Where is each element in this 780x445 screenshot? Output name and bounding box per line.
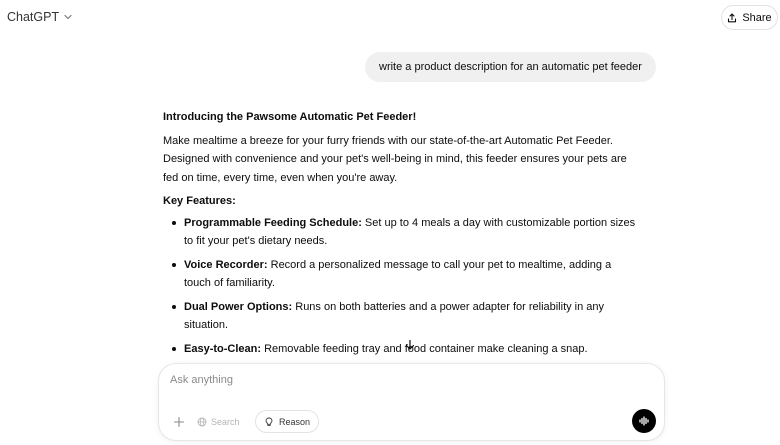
model-name: ChatGPT [7, 10, 60, 24]
arrow-down-icon [404, 339, 416, 351]
share-label: Share [742, 11, 772, 24]
share-button[interactable] [721, 5, 778, 30]
feature-item [171, 256, 638, 293]
globe-icon [197, 417, 207, 427]
feature-text: Record a personalized message to call your pet to mealtime, adding a touch of familiarity. [184, 258, 612, 289]
feature-item [171, 298, 638, 335]
feature-item [171, 214, 638, 251]
model-selector[interactable] [7, 10, 73, 24]
reason-button[interactable] [255, 410, 319, 433]
response-heading: Introducing the Pawsome Automatic Pet Feeder! [163, 111, 417, 123]
feature-name: Easy-to-Clean: [184, 342, 262, 355]
chevron-down-icon [63, 12, 73, 22]
search-label: Search [211, 417, 240, 427]
assistant-response [163, 108, 638, 387]
user-message: write a product description for an automatic pet feeder [365, 52, 656, 82]
plus-icon [173, 416, 185, 428]
feature-name: Programmable Feeding Schedule: [184, 216, 362, 229]
feature-name: Voice Recorder: [184, 258, 268, 271]
scroll-to-bottom-button[interactable] [402, 337, 418, 353]
key-features-label: Key Features: [163, 195, 236, 207]
feature-text: Set up to 4 meals a day with customizable portion sizes to fit your pet's dietary needs. [184, 216, 636, 247]
search-button[interactable] [197, 412, 240, 432]
attach-button[interactable] [169, 412, 189, 432]
reason-label: Reason [279, 416, 311, 427]
voice-waveform-icon [638, 415, 650, 427]
feature-name: Dual Power Options: [184, 300, 293, 313]
top-bar [0, 0, 780, 36]
feature-text: Runs on both batteries and a power adapter for reliability in any situation. [184, 300, 605, 331]
voice-mode-button[interactable] [632, 409, 656, 433]
response-intro: Make mealtime a breeze for your furry friends with our state-of-the-art Automatic Pet Feeder. Designed with convenience and your pet's well-being in mind, this feeder ensures your pets are fed on time, every time, even when you're away. [163, 134, 627, 184]
share-icon [727, 13, 737, 23]
prompt-input[interactable] [170, 374, 630, 386]
feature-text: Removable feeding tray and food container make cleaning a snap. [261, 342, 588, 355]
message-composer [158, 363, 665, 441]
lightbulb-icon [264, 417, 274, 427]
feature-list [163, 214, 638, 382]
